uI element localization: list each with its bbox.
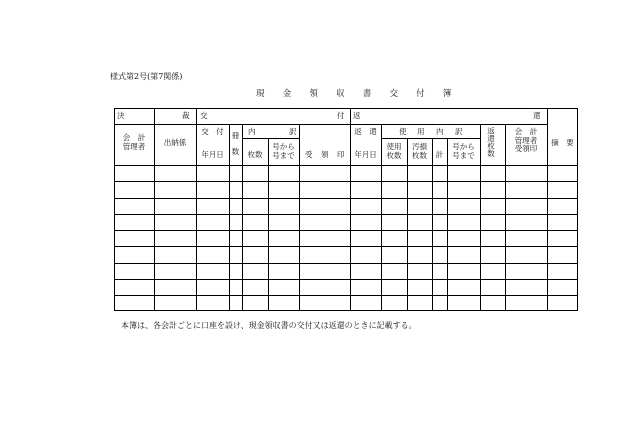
form-title — [256, 87, 470, 99]
grid-line — [114, 198, 578, 199]
grid-line — [114, 279, 578, 280]
title-char: 金 — [282, 89, 292, 99]
grid-line — [114, 181, 578, 182]
hdr-satsu: 冊 — [231, 131, 240, 140]
title-char: 現 — [256, 89, 265, 99]
hdr-kaikei-juryo — [505, 128, 547, 154]
grid-line — [505, 124, 506, 311]
grid-line — [577, 108, 578, 311]
line: 管理者 — [122, 141, 146, 151]
hdr-uchiwake-1: 内 — [248, 127, 256, 136]
line: 会 計 — [514, 127, 538, 136]
grid-line — [407, 138, 408, 311]
grid-line — [196, 108, 197, 311]
hdr-kessai-1: 決 — [117, 111, 125, 120]
grid-line — [114, 108, 115, 311]
line: 号まで — [272, 150, 295, 160]
grid-line — [381, 124, 382, 311]
footnote: 本簿は、各会計ごとに口座を設け、現金領収書の交付又は返還のときに記載する。 — [121, 321, 417, 330]
grid-line — [242, 138, 299, 139]
hdr-henkan-1: 返 — [353, 111, 361, 120]
hdr-gokara2 — [447, 143, 480, 160]
hdr-kaikei-kanrisha — [114, 134, 154, 151]
hdr-kei: 計 — [435, 150, 444, 159]
hdr-shiyo-maisu — [381, 143, 407, 160]
hdr-osen-maisu — [407, 143, 432, 160]
form-number: 様式第2号(第7関係) — [110, 72, 183, 81]
hdr-kofu-nengappi-2: 年月日 — [201, 150, 224, 159]
grid-line — [114, 214, 578, 215]
grid-line — [350, 108, 351, 311]
hdr-kofu-1: 交 — [200, 111, 208, 120]
grid-line — [547, 108, 548, 311]
grid-line — [114, 310, 578, 311]
grid-line — [480, 124, 481, 311]
title-char: 領 — [309, 89, 318, 99]
hdr-suitou: 出納係 — [163, 138, 187, 147]
grid-line — [154, 108, 155, 311]
line: 号から — [452, 142, 475, 151]
hdr-uchiwake-2: 訳 — [289, 127, 297, 136]
hdr-shiyo-4: 訳 — [455, 127, 463, 136]
hdr-juryo-1: 受 — [305, 150, 313, 159]
line: 使用 — [386, 142, 402, 151]
grid-line — [381, 138, 480, 139]
hdr-henkan-maisu: 返還枚数 — [486, 127, 496, 157]
line: 号まで — [452, 150, 475, 160]
grid-line — [114, 165, 578, 166]
hdr-henkan-nengappi-1: 返 還 — [354, 127, 377, 136]
title-char: 簿 — [442, 89, 452, 99]
line: 汚損 — [412, 142, 427, 151]
grid-line — [114, 295, 578, 296]
hdr-shiyo-1: 使 — [399, 127, 407, 136]
grid-line — [447, 138, 448, 311]
hdr-henkan-2: 還 — [533, 111, 541, 120]
line: 号から — [272, 142, 295, 151]
hdr-gokara — [268, 143, 299, 160]
hdr-kofu-nengappi-1: 交 付 — [201, 127, 224, 136]
grid-line — [114, 246, 578, 247]
title-char: 交 — [389, 89, 398, 99]
hdr-kofu-2: 付 — [337, 111, 345, 120]
title-char: 書 — [362, 89, 372, 99]
grid-line — [432, 138, 433, 311]
hdr-kessai-2: 裁 — [182, 111, 190, 120]
hdr-juryo-3: 印 — [337, 150, 345, 159]
grid-line — [114, 230, 578, 231]
line: 枚数 — [412, 150, 427, 160]
grid-line — [242, 124, 243, 311]
hdr-shiyo-2: 用 — [417, 127, 425, 136]
line: 管理者 — [514, 135, 538, 145]
grid-line — [114, 263, 578, 264]
grid-line — [114, 124, 547, 125]
title-char: 収 — [336, 89, 345, 99]
title-char: 付 — [416, 89, 425, 99]
ledger-table — [114, 108, 578, 311]
hdr-juryo-2: 領 — [321, 150, 329, 159]
hdr-maisu: 枚数 — [247, 150, 263, 159]
hdr-satsu2: 数 — [231, 147, 240, 156]
grid-line — [114, 108, 578, 109]
line: 枚数 — [386, 150, 402, 160]
hdr-tekiyo: 摘 要 — [551, 138, 574, 147]
hdr-shiyo-3: 内 — [436, 127, 444, 136]
grid-line — [299, 124, 300, 311]
line: 受領印 — [514, 144, 538, 154]
line: 会 計 — [122, 133, 146, 142]
hdr-henkan-nengappi-2: 年月日 — [354, 150, 377, 159]
grid-line — [229, 124, 230, 311]
grid-line — [268, 138, 269, 311]
